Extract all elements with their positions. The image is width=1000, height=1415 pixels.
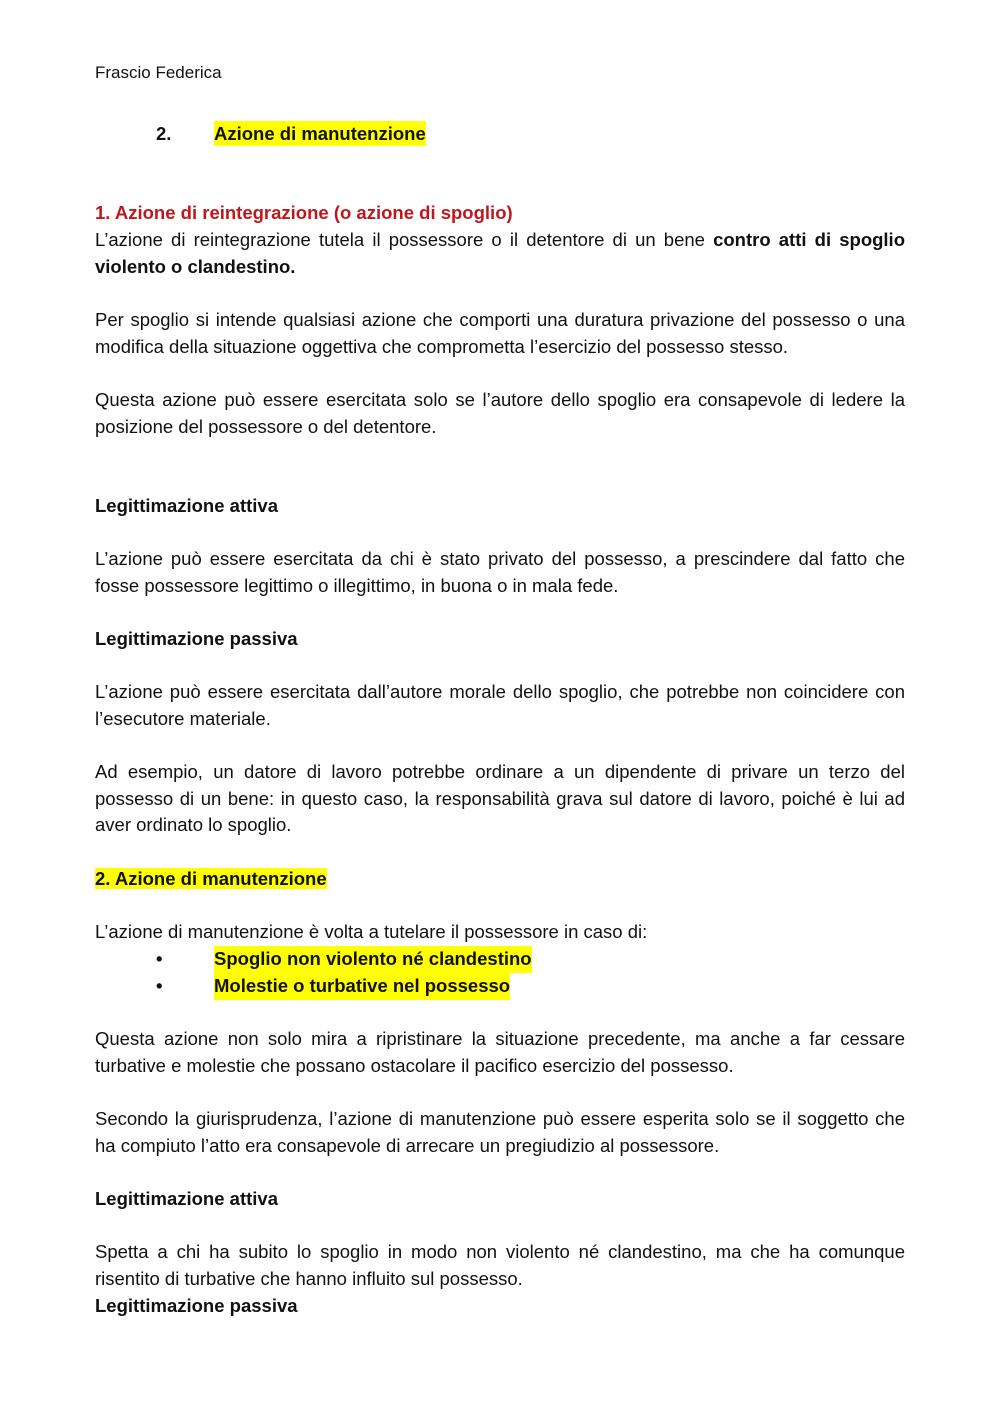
section2-paragraph-2: Secondo la giurisprudenza, l’azione di manutenzione può essere esperita solo se il soggetto che ha compiuto l’atto era consapevole di arrecare un pregiudizio al possessore.	[95, 1108, 905, 1156]
section1-passiva-title: Legittimazione passiva	[95, 628, 298, 649]
section2-attiva-title: Legittimazione attiva	[95, 1188, 278, 1209]
bullet-text: Spoglio non violento né clandestino	[214, 946, 532, 973]
section2-paragraph-1: Questa azione non solo mira a ripristinare la situazione precedente, ma anche a far cessare turbative e molestie che possano ostacolare il pacifico esercizio del possesso.	[95, 1028, 905, 1076]
section1-paragraph-2: Per spoglio si intende qualsiasi azione che comporti una duratura privazione del possesso o una modifica della situazione oggettiva che comprometta l’esercizio del possesso stesso.	[95, 309, 905, 357]
section1-attiva-title: Legittimazione attiva	[95, 495, 278, 516]
author-name: Frascio Federica	[95, 63, 222, 82]
section1-paragraph-1	[95, 227, 905, 280]
section2-title: 2. Azione di manutenzione	[95, 868, 327, 889]
section2-passiva-title: Legittimazione passiva	[95, 1295, 298, 1316]
section1-passiva-text: L’azione può essere esercitata dall’autore morale dello spoglio, che potrebbe non coincidere con l’esecutore materiale.	[95, 681, 905, 729]
section1-p1-bold: contro atti di spoglio violento o clandestino.	[95, 229, 906, 277]
heading-text: Azione di manutenzione	[214, 123, 426, 144]
bullet-icon: •	[156, 975, 163, 996]
section2-attiva-text: Spetta a chi ha subito lo spoglio in modo non violento né clandestino, ma che ha comunque risentito di turbative che hanno influito sul possesso.	[95, 1241, 905, 1289]
section1-title: 1. Azione di reintegrazione (o azione di spoglio)	[95, 202, 513, 223]
bullet-icon: •	[156, 948, 163, 969]
section2-title-wrap	[95, 866, 905, 893]
section1-p1-text: L’azione di reintegrazione tutela il possessore o il detentore di un bene	[95, 229, 714, 250]
section1-paragraph-3: Questa azione può essere esercitata solo se l’autore dello spoglio era consapevole di ledere la posizione del possessore o del detentore.	[95, 389, 905, 437]
section1-example: Ad esempio, un datore di lavoro potrebbe ordinare a un dipendente di privare un terzo del possesso di un bene: in questo caso, la responsabilità grava sul datore di lavoro, poiché è lui ad aver ordinato lo spoglio.	[95, 761, 905, 836]
bullet-text: Molestie o turbative nel possesso	[214, 973, 510, 1000]
section1-attiva-text: L’azione può essere esercitata da chi è stato privato del possesso, a prescindere dal fatto che fosse possessore legittimo o illegittimo, in buona o in mala fede.	[95, 548, 905, 596]
heading-number: 2.	[156, 123, 172, 144]
section2-intro: L’azione di manutenzione è volta a tutelare il possessore in caso di:	[95, 921, 648, 942]
